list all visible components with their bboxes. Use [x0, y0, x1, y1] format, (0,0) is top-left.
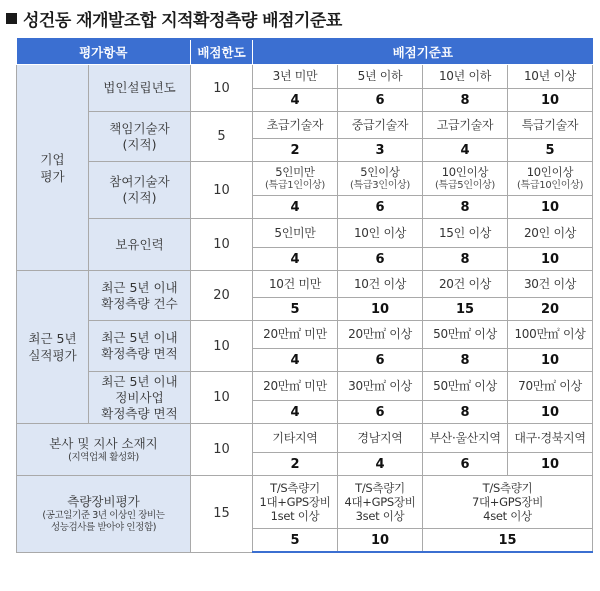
table-row — [17, 476, 593, 529]
score-cell: 10 — [508, 89, 593, 112]
criteria-cell: 50만㎡ 이상 — [423, 321, 508, 349]
score-cell: 4 — [253, 89, 338, 112]
criteria-cell: 100만㎡ 이상 — [508, 321, 593, 349]
criteria-cell — [253, 162, 338, 196]
criteria-cell: 고급기술자 — [423, 112, 508, 139]
score-limit: 10 — [191, 162, 253, 219]
score-cell: 20 — [508, 298, 593, 321]
criteria-cell: 10년 이상 — [508, 65, 593, 89]
item-label: 법인설립년도 — [89, 65, 191, 112]
score-cell: 8 — [423, 349, 508, 372]
criteria-main: 5인이상 — [360, 165, 400, 179]
score-cell: 15 — [423, 529, 593, 553]
table-row — [17, 372, 593, 401]
table-row — [17, 162, 593, 196]
score-limit: 15 — [191, 476, 253, 553]
page-title-text: 성건동 재개발조합 지적확정측량 배점기준표 — [23, 10, 342, 31]
criteria-cell: T/S측량기 7대+GPS장비 4set 이상 — [423, 476, 593, 529]
score-cell: 4 — [423, 139, 508, 162]
criteria-cell: 20인 이상 — [508, 219, 593, 248]
item-label: 보유인력 — [89, 219, 191, 271]
item-main: 측량장비평가 — [67, 493, 140, 509]
score-cell: 4 — [253, 349, 338, 372]
criteria-cell — [338, 162, 423, 196]
score-cell: 5 — [508, 139, 593, 162]
group-recent-performance: 최근 5년 실적평가 — [17, 271, 89, 424]
table-row — [17, 65, 593, 89]
score-limit: 10 — [191, 321, 253, 372]
score-limit: 10 — [191, 65, 253, 112]
item-label: 참여기술자 (지적) — [89, 162, 191, 219]
score-cell: 15 — [423, 298, 508, 321]
criteria-main: 10인이상 — [441, 165, 489, 179]
score-cell: 2 — [253, 453, 338, 476]
score-cell: 10 — [338, 529, 423, 553]
criteria-cell: 3년 미만 — [253, 65, 338, 89]
table-row — [17, 112, 593, 139]
score-cell: 8 — [423, 196, 508, 219]
table-row — [17, 321, 593, 349]
item-sub: (공고일기준 3년 이상인 장비는 성능검사를 받아야 인정함) — [42, 509, 165, 533]
header-evaluation-item: 평가항목 — [17, 39, 191, 65]
score-cell: 2 — [253, 139, 338, 162]
score-limit: 5 — [191, 112, 253, 162]
score-cell: 10 — [508, 196, 593, 219]
score-cell: 6 — [338, 89, 423, 112]
score-cell: 10 — [508, 248, 593, 271]
score-cell: 8 — [423, 248, 508, 271]
criteria-cell: 초급기술자 — [253, 112, 338, 139]
criteria-cell: 부산·울산지역 — [423, 424, 508, 453]
criteria-cell: 15인 이상 — [423, 219, 508, 248]
score-cell: 10 — [508, 453, 593, 476]
item-label: 최근 5년 이내 확정측량 건수 — [89, 271, 191, 321]
score-cell: 8 — [423, 401, 508, 424]
scoring-table — [16, 38, 593, 553]
criteria-cell — [508, 162, 593, 196]
criteria-cell: 대구·경북지역 — [508, 424, 593, 453]
criteria-cell: 30건 이상 — [508, 271, 593, 298]
item-label — [17, 424, 191, 476]
criteria-sub: (특급3인이상) — [349, 180, 411, 191]
score-limit: 10 — [191, 424, 253, 476]
criteria-cell: 30만㎡ 이상 — [338, 372, 423, 401]
criteria-cell: 중급기술자 — [338, 112, 423, 139]
criteria-cell: 20만㎡ 미만 — [253, 321, 338, 349]
group-company-eval: 기업 평가 — [17, 65, 89, 271]
criteria-cell: 경남지역 — [338, 424, 423, 453]
title-bullet-square — [6, 13, 17, 24]
score-cell: 6 — [338, 401, 423, 424]
criteria-sub: (특급1인이상) — [264, 180, 326, 191]
score-cell: 8 — [423, 89, 508, 112]
criteria-main: 5인미만 — [275, 165, 315, 179]
score-limit: 20 — [191, 271, 253, 321]
score-cell: 5 — [253, 529, 338, 553]
criteria-sub: (특급10인이상) — [516, 180, 584, 191]
criteria-cell: 20만㎡ 이상 — [338, 321, 423, 349]
criteria-cell: T/S측량기 1대+GPS장비 1set 이상 — [253, 476, 338, 529]
score-cell: 6 — [338, 349, 423, 372]
criteria-cell: 10인 이상 — [338, 219, 423, 248]
table-row — [17, 271, 593, 298]
criteria-cell: 10건 이상 — [338, 271, 423, 298]
criteria-cell: 특급기술자 — [508, 112, 593, 139]
criteria-main: 10인이상 — [526, 165, 574, 179]
score-cell: 10 — [338, 298, 423, 321]
item-label: 최근 5년 이내 확정측량 면적 — [89, 321, 191, 372]
criteria-cell: 10년 이하 — [423, 65, 508, 89]
page-title — [6, 6, 342, 30]
criteria-cell: 기타지역 — [253, 424, 338, 453]
score-cell: 10 — [508, 401, 593, 424]
criteria-cell: 20만㎡ 미만 — [253, 372, 338, 401]
item-main: 본사 및 지사 소재지 — [49, 435, 158, 451]
header-criteria: 배점기준표 — [253, 39, 593, 65]
score-limit: 10 — [191, 219, 253, 271]
item-label: 최근 5년 이내 정비사업 확정측량 면적 — [89, 372, 191, 424]
score-cell: 10 — [508, 349, 593, 372]
criteria-cell: 70만㎡ 이상 — [508, 372, 593, 401]
criteria-cell: 5년 이하 — [338, 65, 423, 89]
table-row — [17, 219, 593, 248]
item-label: 책임기술자 (지적) — [89, 112, 191, 162]
item-sub: (지역업체 활성화) — [68, 451, 139, 463]
score-cell: 4 — [253, 196, 338, 219]
criteria-cell — [423, 162, 508, 196]
criteria-cell: 5인미만 — [253, 219, 338, 248]
score-cell: 4 — [338, 453, 423, 476]
criteria-cell: 20건 이상 — [423, 271, 508, 298]
score-cell: 4 — [253, 401, 338, 424]
score-cell: 3 — [338, 139, 423, 162]
table-row — [17, 424, 593, 453]
criteria-cell: 10건 미만 — [253, 271, 338, 298]
score-cell: 6 — [338, 248, 423, 271]
score-cell: 6 — [423, 453, 508, 476]
score-cell: 4 — [253, 248, 338, 271]
score-limit: 10 — [191, 372, 253, 424]
header-score-limit: 배점한도 — [191, 39, 253, 65]
criteria-cell: T/S측량기 4대+GPS장비 3set 이상 — [338, 476, 423, 529]
table-header-row — [17, 39, 593, 65]
criteria-cell: 50만㎡ 이상 — [423, 372, 508, 401]
score-cell: 6 — [338, 196, 423, 219]
score-cell: 5 — [253, 298, 338, 321]
criteria-sub: (특급5인이상) — [434, 180, 496, 191]
item-label — [17, 476, 191, 553]
